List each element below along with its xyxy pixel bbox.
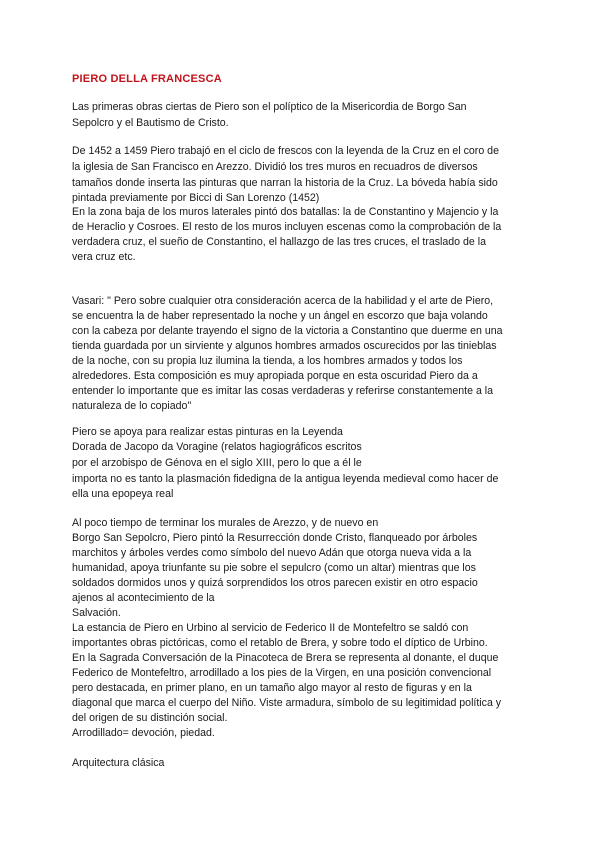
text-line: vera cruz etc. — [72, 251, 136, 263]
page-title: PIERO DELLA FRANCESCA — [72, 73, 222, 85]
text-line: humanidad, apoya triunfante su pie sobre el sepulcro (como un altar) mientras que los — [72, 562, 476, 574]
text-line: la iglesia de San Francisco en Arezzo. Dividió los tres muros en recuadros de diversos — [72, 161, 478, 173]
text-line: ella una epopeya real — [72, 488, 174, 500]
text-line: La estancia de Piero en Urbino al servicio de Federico II de Montefeltro se saldó con — [72, 622, 469, 634]
text-line: importa no es tanto la plasmación fidedigna de la antigua leyenda medieval como hacer de — [72, 473, 499, 485]
text-line: pero destacada, en primer plano, en un tamaño algo mayor al resto de figuras y en la — [72, 682, 472, 694]
text-line: tamaños donde inserta las pinturas que narran la historia de la Cruz. La bóveda había sido — [72, 177, 498, 189]
text-line: Borgo San Sepolcro, Piero pintó la Resurrección donde Cristo, flanqueado por árboles — [72, 532, 478, 544]
text-line: En la Sagrada Conversación de la Pinacoteca de Brera se representa al donante, el duque — [72, 652, 499, 664]
text-line: Dorada de Jacopo da Voragine (relatos hagiográficos escritos — [72, 441, 362, 453]
text-line: Arrodillado= devoción, piedad. — [72, 727, 215, 739]
text-line: Al poco tiempo de terminar los murales de Arezzo, y de nuevo en — [72, 517, 379, 529]
text-line: naturaleza de lo copiado" — [72, 400, 192, 412]
text-line: Salvación. — [72, 607, 121, 619]
text-line: por el arzobispo de Génova en el siglo XIII, pero lo que a él le — [72, 457, 362, 469]
text-line: Las primeras obras ciertas de Piero son el políptico de la Misericordia de Borgo San — [72, 101, 467, 113]
text-line: soldados dormidos unos y quizá sorprendidos los otros parecen existir en otro espacio — [72, 577, 478, 589]
text-line: pintada previamente por Bicci di San Lorenzo (1452) — [72, 192, 320, 204]
text-line: De 1452 a 1459 Piero trabajó en el ciclo de frescos con la leyenda de la Cruz en el coro de — [72, 145, 499, 157]
text-line: Federico de Montefeltro, arrodillado a los pies de la Virgen, en una posición convencional — [72, 667, 492, 679]
text-line: marchitos y árboles verdes como símbolo del nuevo Adán que otorga nueva vida a la — [72, 547, 472, 559]
text-line: Arquitectura clásica — [72, 757, 165, 769]
text-line: diagonal que marca el cuerpo del Niño. Viste armadura, símbolo de su legitimidad política y — [72, 697, 502, 709]
text-line: alrededores. Esta composición es muy apropiada porque en esta oscuridad Piero da a — [72, 370, 478, 382]
text-line: se encuentra la de haber representado la noche y un ángel en escorzo que baja volando — [72, 310, 488, 322]
text-line: entender lo importante que es imitar las cosas verdaderas y referirse constantemente a la — [72, 385, 494, 397]
text-line: Vasari: " Pero sobre cualquier otra consideración acerca de la habilidad y el arte de Piero, — [72, 295, 494, 307]
text-line: ajenos al acontecimiento de la — [72, 592, 215, 604]
text-line: del origen de su distinción social. — [72, 712, 228, 724]
text-line: de la noche, con su propia luz ilumina la tienda, a los hombres armados y todos los — [72, 355, 463, 367]
text-line: Piero se apoya para realizar estas pinturas en la Leyenda — [72, 426, 343, 438]
text-line: de Heraclio y Cosroes. El resto de los muros incluyen escenas como la comprobación de la — [72, 221, 502, 233]
text-line: verdadera cruz, el sueño de Constantino, el hallazgo de las tres cruces, el traslado de la — [72, 236, 486, 248]
text-line: tienda guardada por un sirviente y algunos hombres armados oscurecidos por las tinieblas — [72, 340, 497, 352]
text-line: En la zona baja de los muros laterales pintó dos batallas: la de Constantino y Majencio y la — [72, 206, 499, 218]
text-line: importantes obras pictóricas, como el retablo de Brera, y sobre todo el díptico de Urbino. — [72, 637, 488, 649]
text-line: Sepolcro y el Bautismo de Cristo. — [72, 117, 229, 129]
text-line: con la cabeza por delante trayendo el signo de la victoria a Constantino que duerme en una — [72, 325, 503, 337]
